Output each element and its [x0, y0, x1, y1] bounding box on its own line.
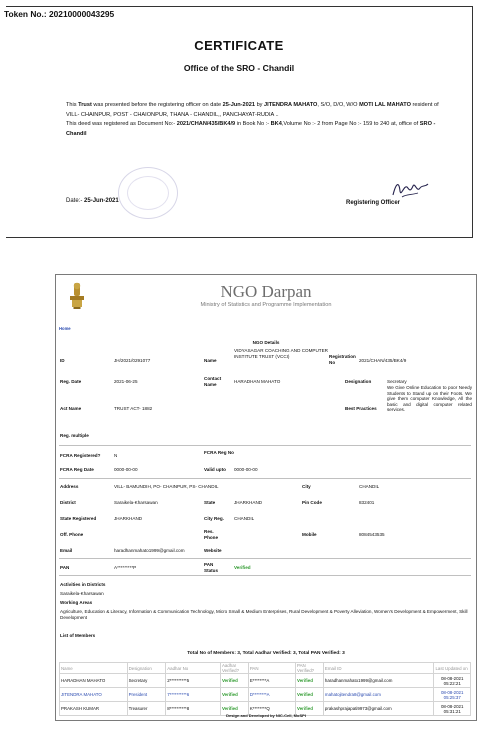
member-designation: President — [127, 688, 166, 702]
value-best-practices: We Give Online Education to poor Needy Students to Stand up on their Foots. We give them computer Knowledge, All the basic and digital computer related services. — [387, 385, 472, 413]
value-mobile: 8084543535 — [359, 532, 385, 537]
office-seal-stamp — [118, 167, 178, 219]
aadhar-verified-status: Verified — [220, 702, 248, 716]
value-email: haradhanmahato1999@gmail.com — [114, 548, 185, 553]
member-designation: Treasurer — [127, 702, 166, 716]
label-act-name: Act Name — [60, 406, 82, 411]
site-title: NGO Darpan — [220, 282, 312, 301]
label-state-registered: State Registered — [60, 516, 97, 521]
value-registration-no: 2021/CHAN/435/BK4/9 — [359, 358, 407, 363]
label-contact-name: Contact Name — [204, 376, 222, 387]
text: in Book No :- — [236, 121, 270, 128]
aadhar-verified-status: Verified — [220, 674, 248, 688]
column-header: PAN — [248, 663, 295, 674]
label-pin-code: Pin Code — [302, 500, 322, 505]
member-email: prakashprajapati9973@gmail.com — [323, 702, 434, 716]
label-fcra-registered: FCRA Registered? — [60, 453, 101, 458]
column-header: PAN Verified? — [296, 663, 324, 674]
value-designation: Secretary — [387, 379, 407, 384]
certificate-title: CERTIFICATE — [194, 38, 284, 53]
residence-text: resident of VILL- CHAINPUR, POST - CHAIONPUR, THANA - CHANDIL,, PANCHAYAT-RUDIA .. — [66, 102, 439, 118]
column-header: Email ID — [323, 663, 434, 674]
signatory-title: Registering Officer — [346, 200, 401, 206]
column-header: Aadhar No — [166, 663, 221, 674]
column-header: Aadhar Verified? — [220, 663, 248, 674]
aadhar-verified-status: Verified — [220, 688, 248, 702]
member-pan: K********Q — [248, 702, 295, 716]
label-name: Name — [204, 358, 217, 363]
label-off-phone: Off. Phone — [60, 532, 84, 537]
label-registration-no: Registration No — [329, 354, 356, 365]
date-label: Date:- — [66, 198, 83, 204]
home-link[interactable]: Home — [59, 326, 71, 331]
label-fcra-reg-date: FCRA Reg Date — [60, 467, 94, 472]
label-res-phone: Res. Phone — [204, 529, 219, 540]
value-city-reg: CHANDIL — [234, 516, 255, 521]
value-ngo-name: VIDYASAGAR COACHING AND COMPUTER INSTITUTE TRUST (VCCI) — [234, 348, 328, 359]
activities-heading: Activities in Districts — [60, 582, 106, 587]
ngo-darpan-page — [55, 274, 477, 721]
label-district: District — [60, 500, 76, 505]
parent-name: MOTI LAL MAHATO — [359, 102, 411, 108]
pan-verified-status: Verified — [296, 674, 324, 688]
text: This — [66, 102, 77, 108]
members-table — [59, 662, 471, 716]
value-valid-upto: 0000-00-00 — [234, 467, 258, 472]
presenter-name: JITENDRA MAHATO — [264, 102, 318, 108]
certificate-body — [66, 101, 442, 139]
value-district: Saraikela-Kharsawan — [114, 500, 158, 505]
office-name: SRO - Chandil — [66, 121, 436, 137]
value-contact-name: HARADHAN MAHATO — [234, 379, 281, 384]
text: ,Volume No :- 2 from Page No :- 159 to 240 at, office of — [281, 121, 419, 128]
label-city-reg: City Reg. — [204, 516, 224, 521]
book-number: BK4 — [270, 121, 282, 128]
text: was presented before the registering officer on date — [93, 102, 222, 108]
working-areas-list: Agriculture, Education & Literacy, Information & Communication Technology, Micro Small & Medium Enterprises, Rural Development & Poverty Alleviation, Women's Development & Empowerment, Skill Development — [60, 609, 468, 620]
certificate-date — [66, 198, 119, 204]
table-row — [60, 674, 471, 688]
member-name: HARADHAN MAHATO — [60, 674, 128, 688]
value-state-registered: JHARKHAND — [114, 516, 143, 521]
label-address: Address — [60, 484, 79, 489]
member-aadhar: 2**********5 — [166, 674, 221, 688]
members-heading: List of Members — [60, 633, 96, 638]
token-number — [4, 9, 114, 19]
text: , S/O, D/O, W/O — [317, 102, 358, 108]
working-areas-heading: Working Areas — [60, 600, 93, 605]
label-website: Website — [204, 548, 222, 553]
section-title-ngo-details: NGO Details — [252, 340, 280, 345]
label-pan-status: PAN Status — [204, 562, 219, 573]
value-pin-code: 832401 — [359, 500, 375, 505]
label-reg-date: Reg. Date — [60, 379, 82, 384]
token-label: Token No.: — [4, 9, 47, 19]
divider — [59, 478, 471, 479]
trust-word: Trust — [78, 102, 92, 108]
last-updated: 08-08-2021 05:22:21 — [434, 674, 471, 688]
certificate-paragraph-1 — [66, 101, 442, 120]
member-name: JITENDRA MAHATO — [60, 688, 128, 702]
value-reg-date: 2021-06-25 — [114, 379, 138, 384]
value-fcra-registered: N — [114, 453, 118, 458]
text: by — [256, 102, 263, 108]
table-header-row — [60, 663, 471, 674]
value-fcra-reg-date: 0000-00-00 — [114, 467, 138, 472]
value-city: CHANDIL — [359, 484, 380, 489]
presented-date: 25-Jun-2021 — [222, 102, 255, 108]
column-header: Last Updated on — [434, 663, 471, 674]
member-aadhar: 8**********8 — [166, 702, 221, 716]
label-id: ID — [60, 358, 65, 363]
registration-certificate — [6, 6, 473, 238]
label-valid-upto: Valid upto — [204, 467, 226, 472]
value-id: JH/2021/0291077 — [114, 358, 151, 363]
label-best-practices: Best Practices — [345, 406, 377, 411]
label-pan: PAN — [60, 565, 70, 570]
member-email: haradhanmahato1999@gmail.com — [323, 674, 434, 688]
column-header: Designation — [127, 663, 166, 674]
ministry-name: Ministry of Statistics and Programme Implementation — [200, 302, 332, 308]
label-email: Email — [60, 548, 73, 553]
activities-district: Saraikela-Kharsawan — [60, 591, 104, 596]
label-mobile: Mobile — [302, 532, 317, 537]
last-updated: 08-08-2021 05:31:21 — [434, 702, 471, 716]
label-state: State — [204, 500, 216, 505]
text: This deed was registered as Document No:- — [66, 121, 176, 128]
member-pan: D********A — [248, 688, 295, 702]
date-value: 25-Jun-2021 — [84, 198, 119, 204]
member-aadhar: 7**********6 — [166, 688, 221, 702]
label-fcra-reg-no: FCRA Reg No — [204, 450, 234, 455]
value-act-name: TRUST ACT- 1882 — [114, 406, 153, 411]
member-designation: Secretary — [127, 674, 166, 688]
token-value: 20210000043295 — [48, 9, 115, 19]
member-name: PRAKASH KUMAR — [60, 702, 128, 716]
table-row — [60, 688, 471, 702]
members-summary: Total No of Members: 3, Total Aadhar Verified: 3, Total PAN Verified: 3 — [187, 651, 345, 656]
value-address: VILL- BAMUNDIH, PO- CHAINPUR, PS- CHANDIL — [114, 484, 219, 489]
value-pan-status: Verified — [234, 565, 251, 570]
member-email: mahatojitendra8@gmail.com — [323, 688, 434, 702]
divider — [59, 575, 471, 576]
label-designation: Designation — [345, 379, 372, 384]
divider — [59, 445, 471, 446]
pan-verified-status: Verified — [296, 688, 324, 702]
document-number: 2021/CHAN/435/BK4/9 — [176, 121, 236, 128]
label-city: City — [302, 484, 311, 489]
member-pan: E********A — [248, 674, 295, 688]
divider — [59, 558, 471, 559]
footer-credit: Design and Developed by NIC-Cell, MoSPI — [226, 713, 306, 718]
officer-signature — [390, 177, 430, 201]
last-updated: 08-08-2021 05:25:37 — [434, 688, 471, 702]
value-state: JHARKHAND — [234, 500, 263, 505]
certificate-paragraph-2 — [66, 120, 442, 139]
pan-verified-status: Verified — [296, 702, 324, 716]
certificate-office: Office of the SRO - Chandil — [183, 63, 295, 73]
label-reg-multiple: Reg. multiple — [60, 433, 89, 438]
column-header: Name — [60, 663, 128, 674]
value-pan: A*********P — [114, 565, 137, 570]
